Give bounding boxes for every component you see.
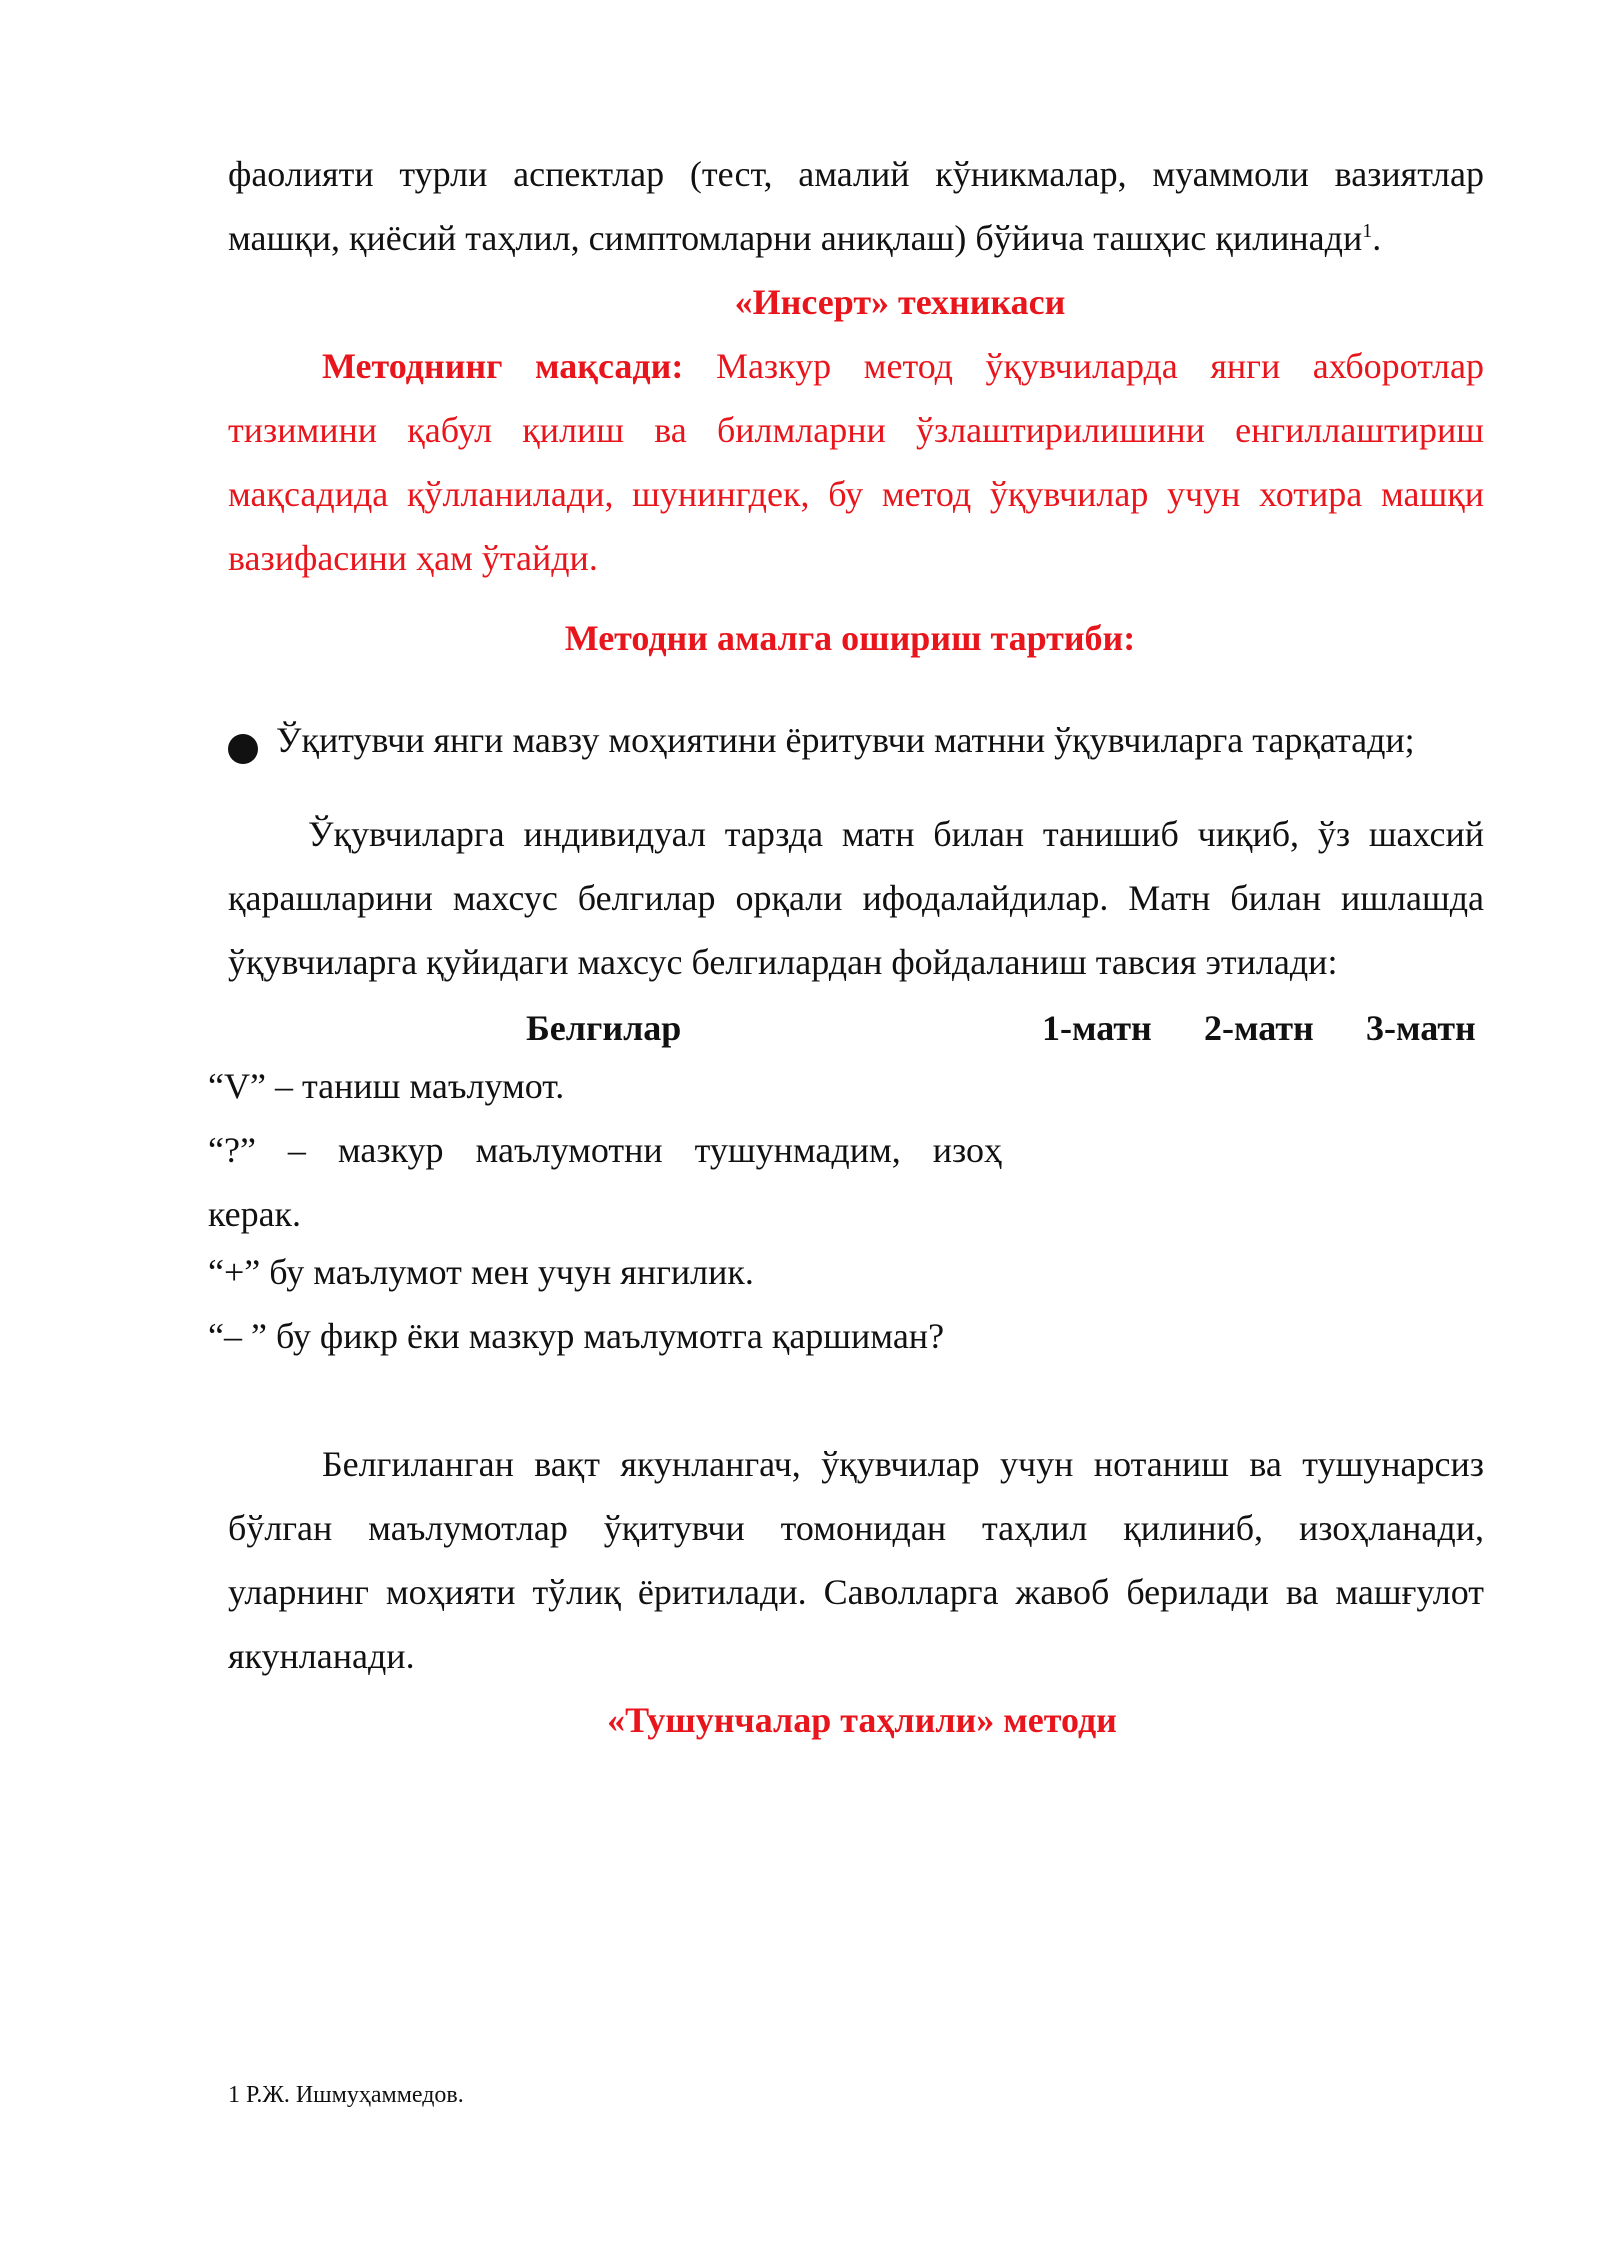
paragraph-line: уларнинг моҳияти тўлиқ ёритилади. Саволларга жавоб берилади ва машғулот [228,1572,1484,1612]
goal-label: Методнинг мақсади: [322,346,684,386]
footnote-reference[interactable]: 1 [1362,220,1373,242]
table-row: “V” – таниш маълумот. [208,1066,565,1106]
goal-line: мақсадида қўлланилади, шунингдек, бу метод ўқувчилар учун хотира машқи [228,474,1484,514]
paragraph-line: ўқувчиларга қуйидаги махсус белгилардан фойдаланиш тавсия этилади: [228,942,1338,982]
paragraph-line: машқи, қиёсий таҳлил, симптомларни аниқлаш) бўйича ташҳис қилинади$^1$. [228,218,1382,258]
table-row: “– ” бу фикр ёки мазкур маълумотга қаршиман? [208,1316,945,1356]
section-heading-procedure: Методни амалга ошириш тартиби: [564,618,1136,658]
paragraph-line: Белгиланган вақт якунлангач, ўқувчилар учун нотаниш ва тушунарсиз [322,1444,1484,1484]
table-header-text1: 1-матн [1042,1008,1152,1048]
paragraph-line: фаолияти турли аспектлар (тест, амалий кўникмалар, муаммоли вазиятлар [228,154,1484,194]
bullet-item: Ўқитувчи янги мавзу моҳиятини ёритувчи матнни ўқувчиларга тарқатади; [276,720,1415,760]
footnote: 1 Р.Ж. Ишмуҳаммедов. [228,2082,464,2108]
paragraph-line: қарашларини махсус белгилар орқали ифодалайдилар. Матн билан ишлашда [228,878,1484,918]
table-row: “+” бу маълумот мен учун янгилик. [208,1252,754,1292]
bullet-icon [228,734,258,764]
table-header-text2: 2-матн [1204,1008,1314,1048]
paragraph-line: Ўқувчиларга индивидуал тарзда матн билан танишиб чиқиб, ўз шахсий [308,814,1484,854]
section-heading-concepts: «Тушунчалар таҳлили» методи [607,1700,1117,1740]
table-row: “?” – мазкур маълумотни тушунмадим, изоҳ [208,1130,1002,1170]
table-header-text3: 3-матн [1366,1008,1476,1048]
section-heading-insert: «Инсерт» техникаси [734,282,1066,322]
paragraph-line: якунланади. [228,1636,415,1676]
table-header-signs: Белгилар [526,1008,682,1048]
goal-line: тизимини қабул қилиш ва билмларни ўзлаштирилишини енгиллаштириш [228,410,1484,450]
goal-line: Методнинг мақсади: Мазкур метод ўқувчиларда янги ахборотлар [322,346,1484,386]
paragraph-line: бўлган маълумотлар ўқитувчи томонидан таҳлил қилиниб, изоҳланади, [228,1508,1484,1548]
goal-line: вазифасини ҳам ўтайди. [228,538,598,578]
table-row: керак. [208,1194,302,1234]
